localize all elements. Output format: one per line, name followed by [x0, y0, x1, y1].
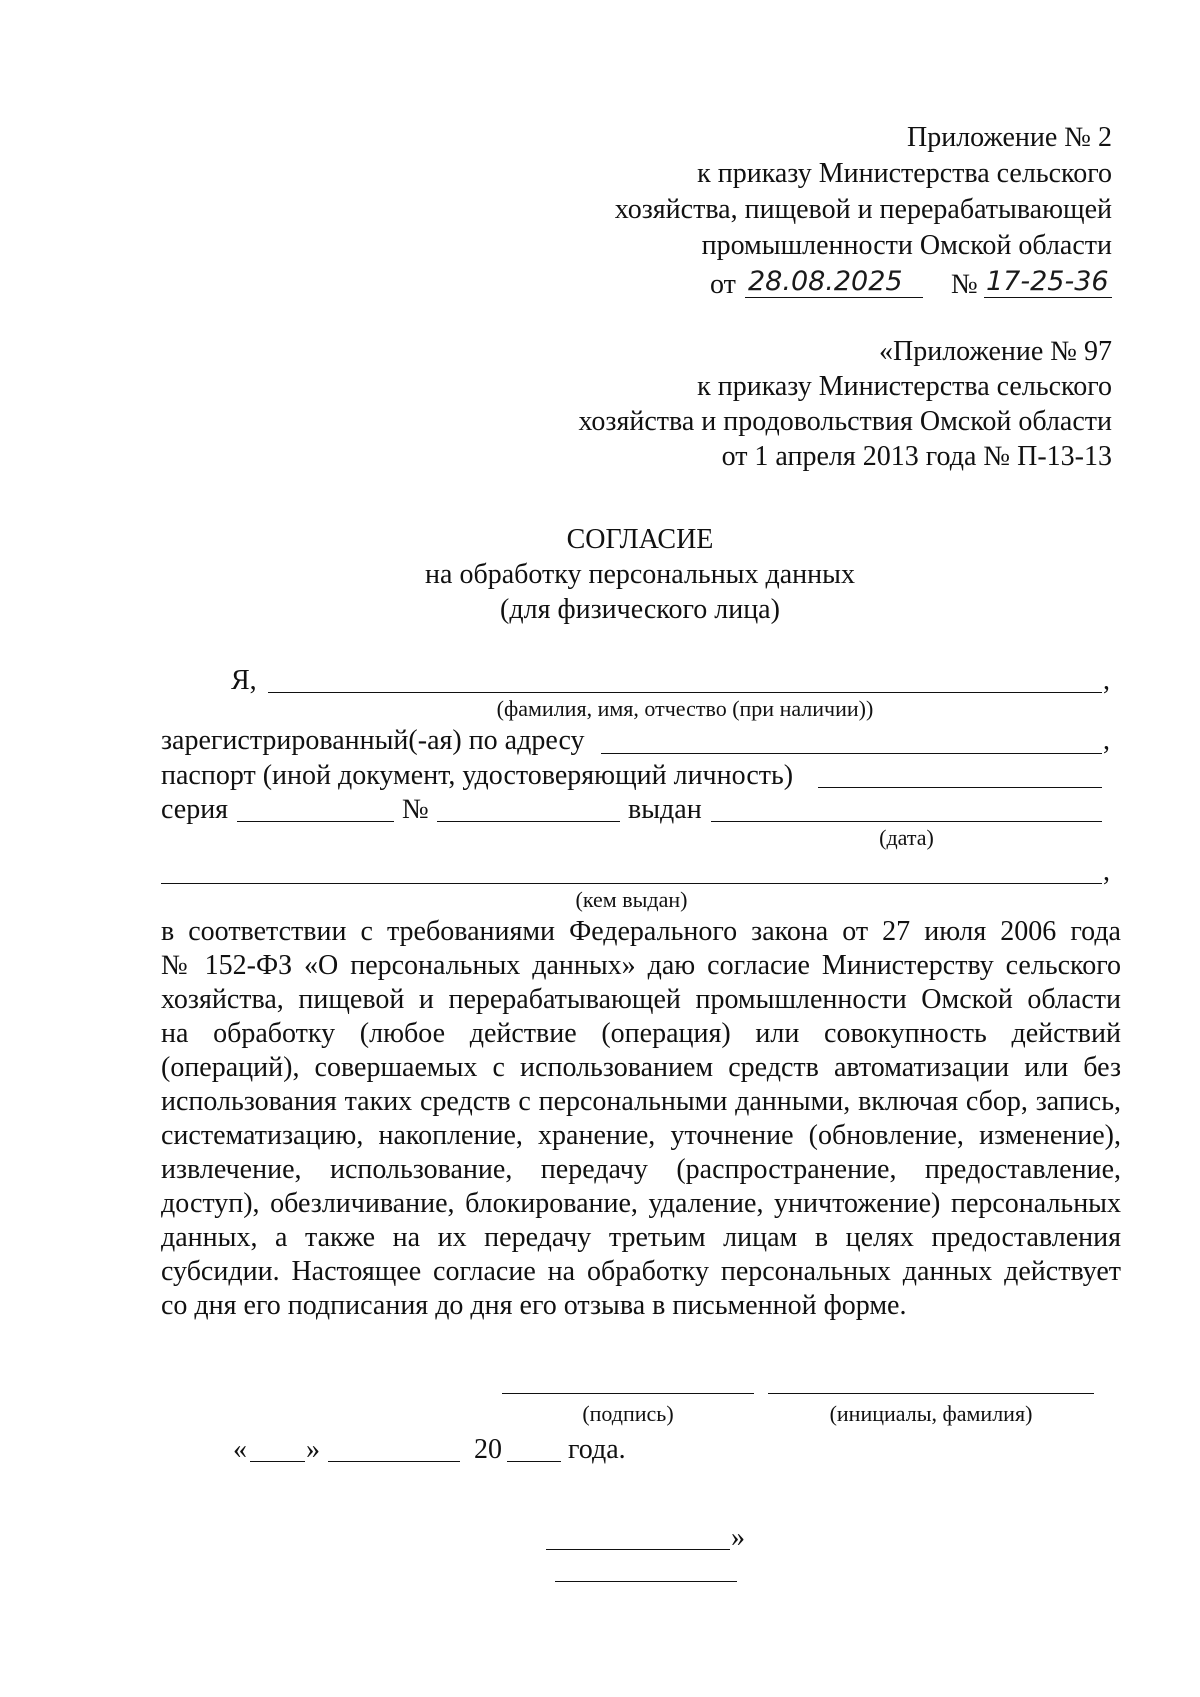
header-old-line-2: к приказу Министерства сельского	[697, 371, 1112, 402]
footer-line-1	[546, 1549, 730, 1550]
title-subtitle-2: (для физического лица)	[500, 594, 780, 625]
footer-close-quote: »	[731, 1522, 745, 1553]
issued-by-caption: (кем выдан)	[575, 887, 688, 912]
date-underline	[745, 297, 923, 298]
handwritten-number: 17-25-36	[986, 266, 1109, 297]
i-label: Я,	[231, 665, 257, 696]
body-line: субсидии. Настоящее согласие на обработку персональных данных действует	[161, 1256, 1121, 1287]
issued-by-comma: ,	[1103, 856, 1110, 887]
body-line: № 152-ФЗ «О персональных данных» даю согласие Министерству сельского	[161, 950, 1121, 981]
body-line: доступ), обезличивание, блокирование, удаление, уничтожение) персональных	[161, 1188, 1121, 1219]
header-old-line-1: «Приложение № 97	[879, 336, 1112, 367]
date-open-quote: «	[233, 1434, 247, 1465]
issued-by-field[interactable]	[161, 883, 1102, 884]
issue-date-field[interactable]	[711, 821, 1102, 822]
signature-caption: (подпись)	[582, 1401, 674, 1426]
header-old-line-3: хозяйства и продовольствия Омской области	[578, 406, 1112, 437]
address-comma: ,	[1103, 725, 1110, 756]
footer-line-2	[555, 1581, 737, 1582]
month-field[interactable]	[328, 1461, 460, 1462]
passport-number-label: №	[402, 794, 429, 825]
fio-field[interactable]	[268, 692, 1102, 693]
signature-field[interactable]	[502, 1393, 754, 1394]
body-line: (операций), совершаемых с использованием средств автоматизации или без	[161, 1052, 1121, 1083]
passport-field[interactable]	[818, 787, 1102, 788]
date-close-quote: »	[306, 1434, 320, 1465]
passport-number-field[interactable]	[437, 821, 620, 822]
address-label: зарегистрированный(-ая) по адресу	[161, 725, 585, 756]
body-line: данных, а также на их передачу третьим лицам в целях предоставления	[161, 1222, 1121, 1253]
address-field[interactable]	[601, 753, 1102, 754]
series-label: серия	[161, 794, 229, 825]
year-suffix: года.	[568, 1434, 626, 1465]
header-new-line-2: к приказу Министерства сельского	[697, 158, 1112, 189]
body-line: на обработку (любое действие (операция) или совокупность действий	[161, 1018, 1121, 1049]
series-field[interactable]	[237, 821, 394, 822]
day-field[interactable]	[250, 1461, 305, 1462]
body-line: использования таких средств с персональными данными, включая сбор, запись,	[161, 1086, 1121, 1117]
title-main: СОГЛАСИЕ	[566, 524, 714, 555]
issued-label: выдан	[628, 794, 702, 825]
header-old-line-4: от 1 апреля 2013 года № П-13-13	[721, 441, 1112, 472]
header-new-number-label: №	[951, 269, 978, 300]
header-new-line-3: хозяйства, пищевой и перерабатывающей	[614, 194, 1112, 225]
passport-label: паспорт (иной документ, удостоверяющий личность)	[161, 760, 794, 791]
handwritten-date: 28.08.2025	[748, 266, 903, 297]
body-line: извлечение, использование, передачу (распространение, предоставление,	[161, 1154, 1121, 1185]
year-field[interactable]	[507, 1461, 561, 1462]
body-line: хозяйства, пищевой и перерабатывающей промышленности Омской области	[161, 984, 1121, 1015]
body-line: систематизацию, накопление, хранение, уточнение (обновление, изменение),	[161, 1120, 1121, 1151]
initials-field[interactable]	[768, 1393, 1094, 1394]
title-subtitle-1: на обработку персональных данных	[425, 559, 855, 590]
header-new-line-4: промышленности Омской области	[701, 230, 1112, 261]
fio-comma: ,	[1103, 665, 1110, 696]
date-caption: (дата)	[879, 825, 934, 850]
header-new-from-label: от	[710, 269, 736, 300]
initials-caption: (инициалы, фамилия)	[829, 1401, 1033, 1426]
body-line: со дня его подписания до дня его отзыва в письменной форме.	[161, 1290, 907, 1321]
fio-caption: (фамилия, имя, отчество (при наличии))	[496, 696, 874, 721]
body-line: в соответствии с требованиями Федерального закона от 27 июля 2006 года	[161, 916, 1121, 947]
number-underline	[984, 297, 1112, 298]
year-prefix: 20	[474, 1434, 502, 1465]
header-new-line-1: Приложение № 2	[907, 122, 1112, 153]
